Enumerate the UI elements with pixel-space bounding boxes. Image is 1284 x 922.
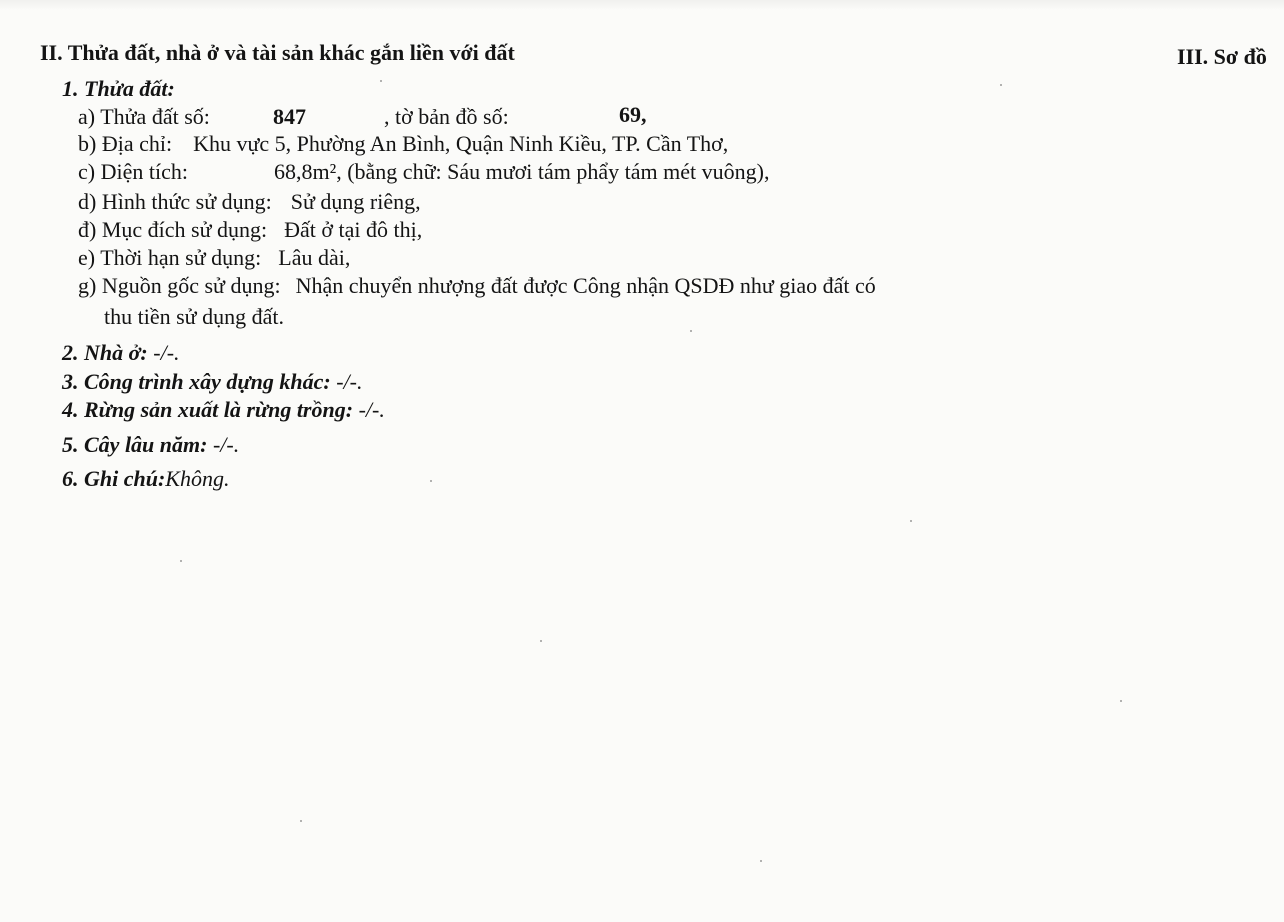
scan-speck <box>1120 700 1122 702</box>
note-value: Không. <box>165 466 230 491</box>
scan-speck <box>380 80 382 82</box>
section-iii-title: III. Sơ đồ <box>1177 44 1267 69</box>
other-construction-row <box>62 369 362 395</box>
address-row <box>78 131 728 157</box>
perennial-trees-row <box>62 432 239 458</box>
map-sheet-value: 69, <box>619 102 647 127</box>
usage-purpose-value: Đất ở tại đô thị, <box>284 217 423 242</box>
area-value: 68,8m², (bằng chữ: Sáu mươi tám phẩy tám mét vuông), <box>274 159 770 184</box>
note-row <box>62 466 229 492</box>
production-forest-label: 4. Rừng sản xuất là rừng trồng: <box>62 397 354 422</box>
address-label: b) Địa chỉ: <box>78 131 173 156</box>
usage-origin-value: Nhận chuyển nhượng đất được Công nhận QSDĐ như giao đất có <box>295 273 876 298</box>
scan-speck <box>430 480 432 482</box>
scan-speck <box>300 820 302 822</box>
scan-speck <box>910 520 912 522</box>
plot-number-row <box>78 104 210 130</box>
other-construction-value: -/-. <box>336 369 363 394</box>
land-plot-heading: 1. Thửa đất: <box>62 76 175 101</box>
usage-origin-continuation: thu tiền sử dụng đất. <box>104 304 284 329</box>
page-top-edge <box>0 0 1284 10</box>
usage-term-label: e) Thời hạn sử dụng: <box>78 245 262 270</box>
scan-speck <box>690 330 692 332</box>
production-forest-row <box>62 397 385 423</box>
house-row <box>62 340 180 366</box>
scan-speck <box>1000 84 1002 86</box>
area-row <box>78 159 188 185</box>
production-forest-value: -/-. <box>358 397 385 422</box>
scan-speck <box>180 560 182 562</box>
address-value: Khu vực 5, Phường An Bình, Quận Ninh Kiều, TP. Cần Thơ, <box>193 131 729 156</box>
perennial-trees-value: -/-. <box>212 432 240 457</box>
plot-number-value: 847 <box>273 104 306 129</box>
usage-form-label: d) Hình thức sử dụng: <box>78 189 272 214</box>
scan-speck <box>760 860 762 862</box>
usage-term-row <box>78 245 350 271</box>
usage-form-value: Sử dụng riêng, <box>290 189 421 214</box>
perennial-trees-label: 5. Cây lâu năm: <box>62 432 208 457</box>
area-label: c) Diện tích: <box>78 159 188 184</box>
map-sheet-label: , tờ bản đồ số: <box>384 104 509 129</box>
usage-purpose-row <box>78 217 422 243</box>
usage-purpose-label: đ) Mục đích sử dụng: <box>78 217 268 242</box>
usage-origin-label: g) Nguồn gốc sử dụng: <box>78 273 281 298</box>
usage-form-row <box>78 189 421 215</box>
other-construction-label: 3. Công trình xây dựng khác: <box>62 369 331 394</box>
scan-speck <box>540 640 542 642</box>
section-ii-title: II. Thửa đất, nhà ở và tài sản khác gắn liền với đất <box>40 40 515 65</box>
note-label: 6. Ghi chú: <box>62 466 166 491</box>
house-label: 2. Nhà ở: <box>62 340 148 365</box>
house-value: -/-. <box>153 340 180 365</box>
plot-number-label: a) Thửa đất số: <box>78 104 210 129</box>
usage-term-value: Lâu dài, <box>278 245 351 270</box>
usage-origin-row <box>78 273 876 299</box>
